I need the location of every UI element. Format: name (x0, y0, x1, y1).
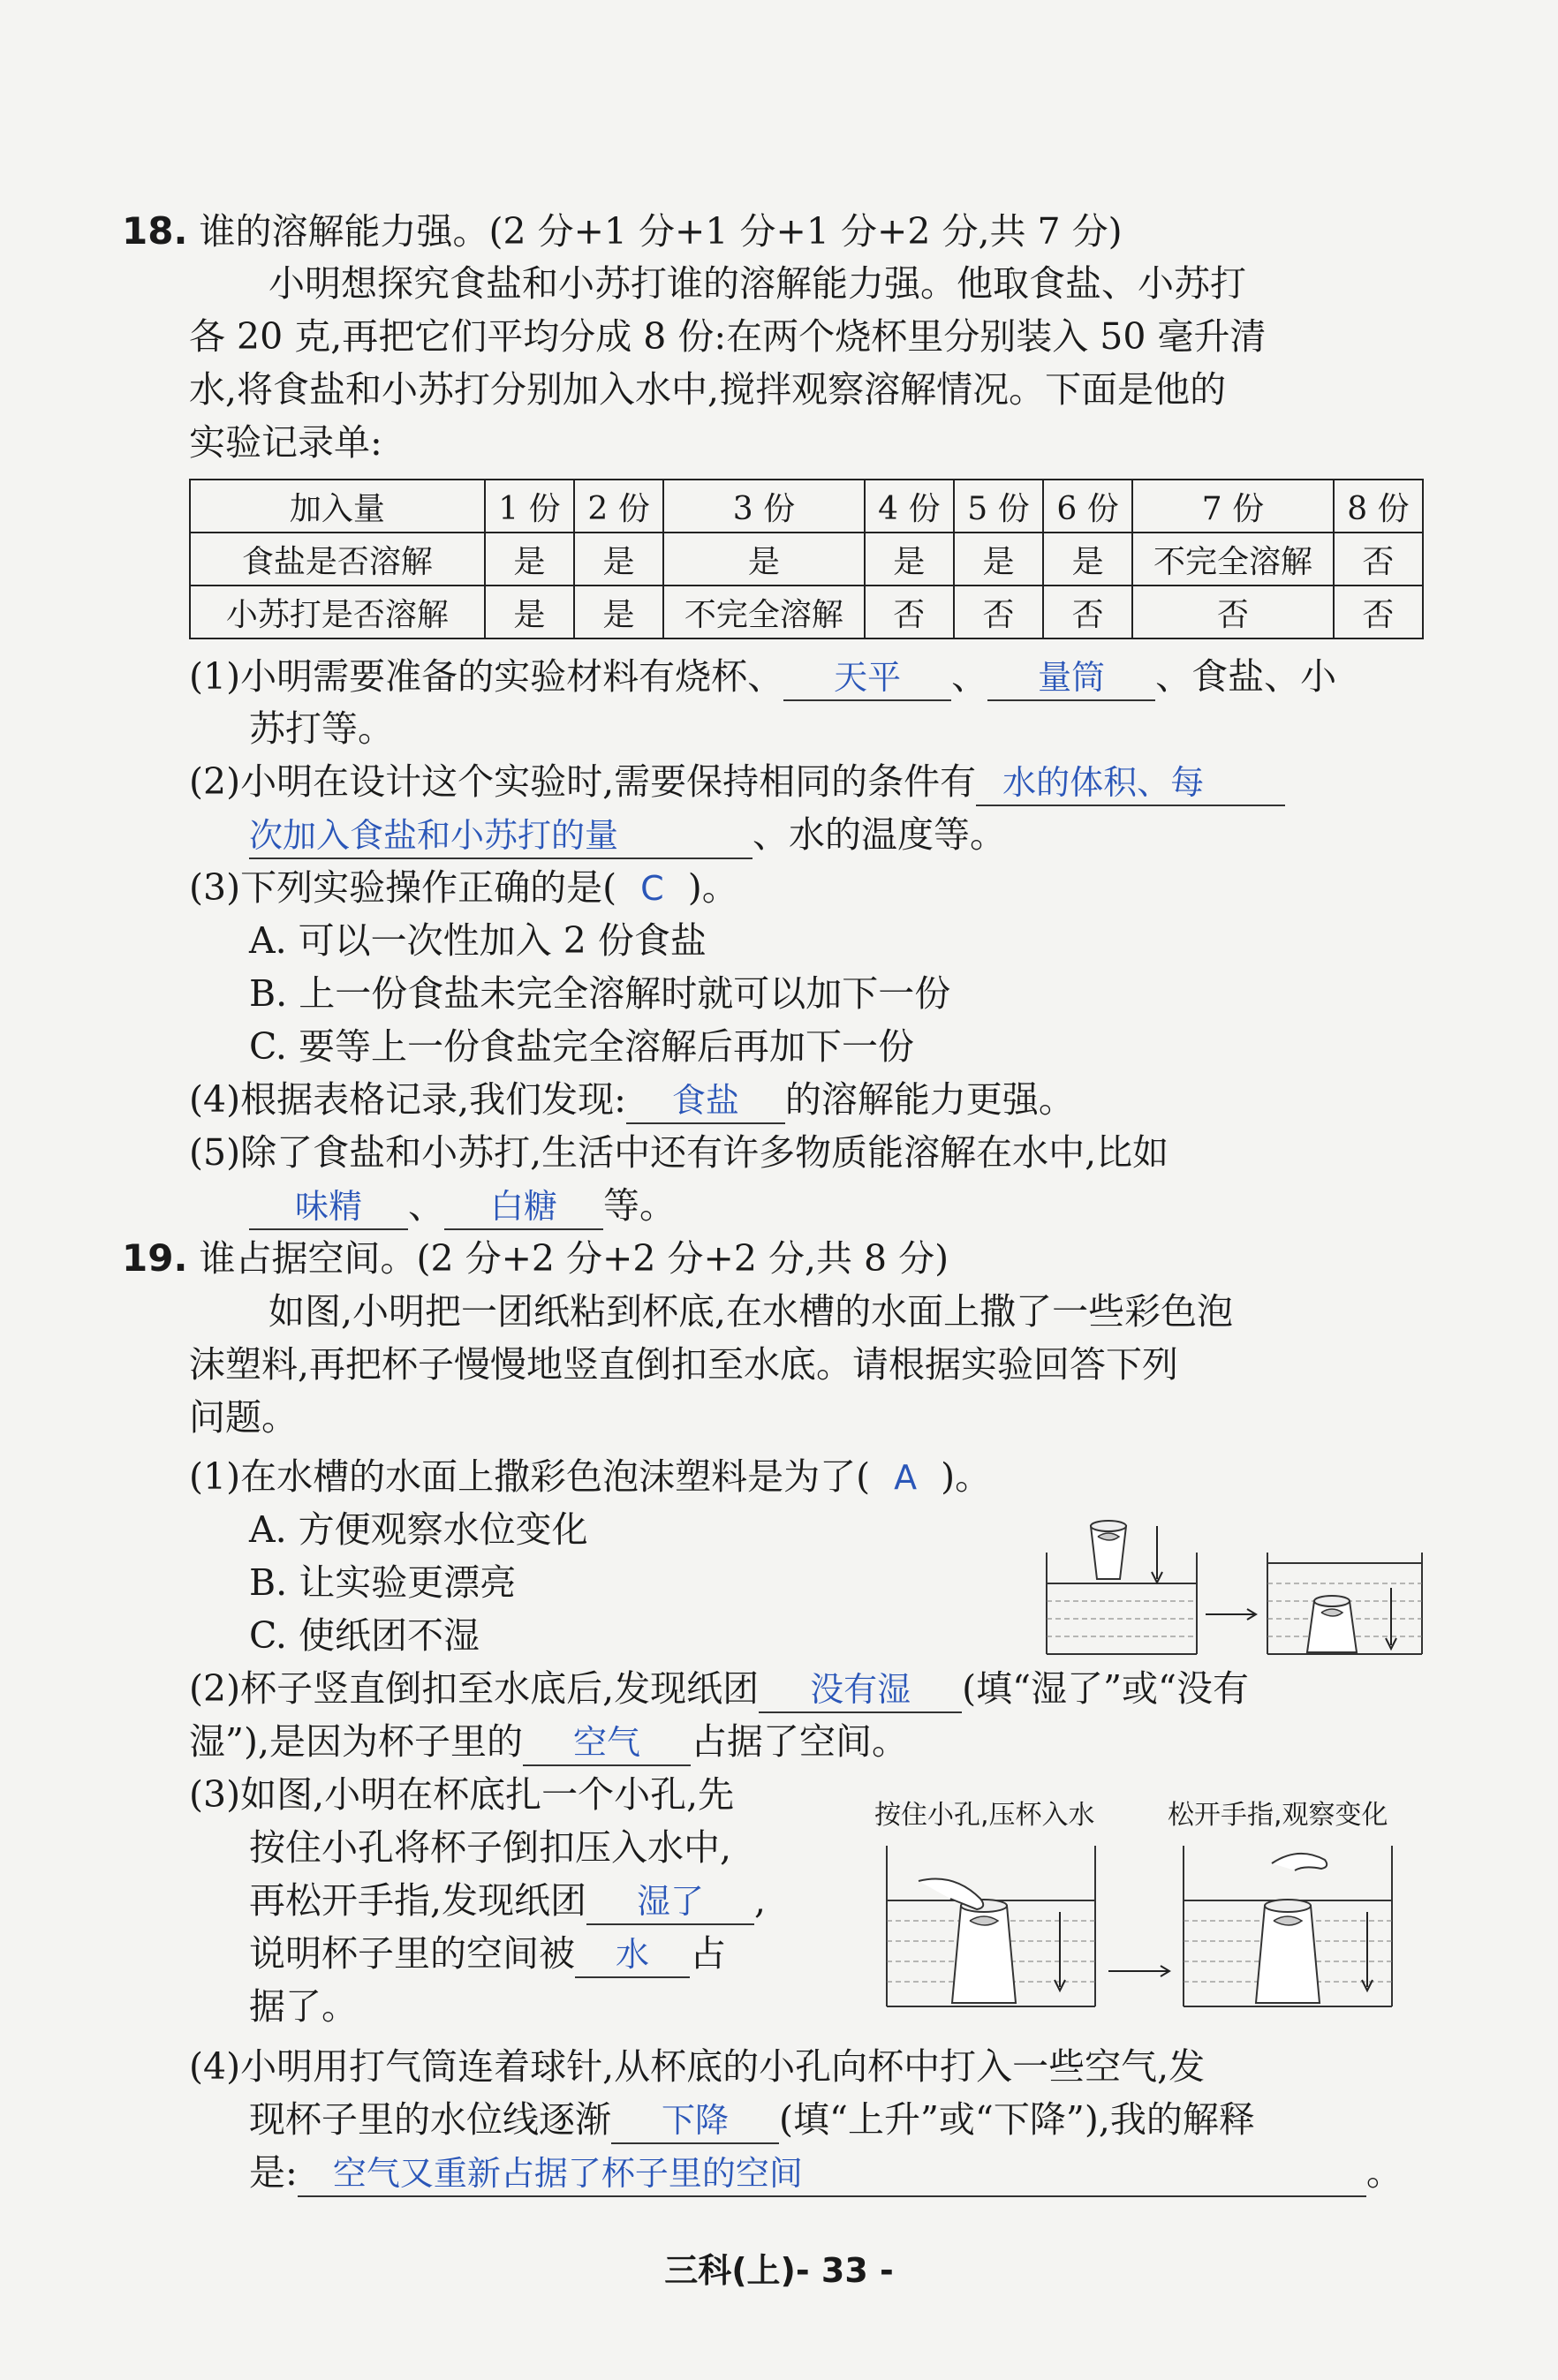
table-cell: 否 (865, 586, 954, 638)
q18-part5-line-1: (5)除了食盐和小苏打,生活中还有许多物质能溶解在水中,比如 (189, 1131, 1169, 1174)
q19-part3-line-5: 据了。 (249, 1985, 358, 2028)
q19-part3-line3-prefix: 再松开手指,发现纸团 (249, 1879, 587, 1922)
cup-hole-figure (883, 1837, 1413, 2014)
table-cell: 是 (485, 533, 574, 586)
q19-intro-line-3: 问题。 (189, 1396, 298, 1439)
q18-part2-answer-b[interactable]: 次加入食盐和小苏打的量 (249, 813, 753, 859)
q18-part1-prefix: (1)小明需要准备的实验材料有烧杯、 (189, 655, 784, 698)
q19-part3-line4-suffix: 占 (690, 1932, 726, 1975)
q18-part5-answer-1[interactable]: 味精 (249, 1184, 408, 1230)
q19-part4-line-2 (249, 2095, 1255, 2144)
table-cell: 1 份 (485, 480, 574, 533)
table-cell: 是 (865, 533, 954, 586)
q19-part4-line2-prefix: 现杯子里的水位线逐渐 (249, 2098, 611, 2141)
q18-intro-line-4: 实验记录单: (189, 421, 382, 464)
q18-part1-cont: 苏打等。 (249, 707, 394, 750)
q18-option-a: A. 可以一次性加入 2 份食盐 (249, 919, 707, 962)
q19-heading (122, 1234, 949, 1283)
q18-part3-answer[interactable]: C (640, 869, 664, 908)
q18-part2-answer-a[interactable]: 水的体积、每 (976, 760, 1285, 806)
q19-part4-answer-2[interactable]: 空气又重新占据了杯子里的空间 (298, 2151, 1366, 2197)
tank-before (1047, 1521, 1197, 1654)
q19-number: 19. (122, 1236, 188, 1280)
tank-after (1267, 1553, 1422, 1654)
q18-option-c: C. 要等上一份食盐完全溶解后再加下一份 (249, 1025, 914, 1068)
q19-part1-suffix: )。 (941, 1455, 992, 1498)
table-cell: 是 (954, 533, 1043, 586)
q18-part3-line (189, 863, 738, 913)
q19-intro-line-1: 如图,小明把一团纸粘到杯底,在水槽的水面上撒了一些彩色泡 (268, 1290, 1234, 1333)
q18-part1-suffix: 、食盐、小 (1155, 655, 1337, 698)
q19-part3-line3-suffix: , (754, 1879, 767, 1922)
q19-intro-line-2: 沫塑料,再把杯子慢慢地竖直倒扣至水底。请根据实验回答下列 (189, 1343, 1179, 1386)
q19-part4-line3-suffix: 。 (1365, 2151, 1403, 2194)
q18-intro-line-2: 各 20 克,再把它们平均分成 8 份:在两个烧杯里分别装入 50 毫升清 (189, 315, 1267, 358)
q18-part1-separator: 、 (951, 655, 988, 698)
table-cell: 不完全溶解 (663, 586, 865, 638)
q19-part1-answer[interactable]: A (894, 1458, 918, 1497)
table-cell: 2 份 (574, 480, 663, 533)
table-cell: 是 (1043, 533, 1132, 586)
q18-part1-answer-2[interactable]: 量筒 (987, 655, 1155, 701)
q19-part2-suffix: 占据了空间。 (691, 1720, 908, 1763)
q18-intro-line-3: 水,将食盐和小苏打分别加入水中,搅拌观察溶解情况。下面是他的 (189, 368, 1227, 411)
q18-part3-prefix: (3)下列实验操作正确的是( (189, 866, 617, 909)
arrow-icon (1206, 1609, 1256, 1620)
hand-icon (919, 1879, 983, 1910)
q18-part5-suffix: 等。 (603, 1184, 676, 1227)
q19-part1-line (189, 1452, 991, 1502)
table-cell: 不完全溶解 (1132, 533, 1334, 586)
q18-part4-prefix: (4)根据表格记录,我们发现: (189, 1078, 626, 1121)
q18-title: 谁的溶解能力强。(2 分+1 分+1 分+1 分+2 分,共 7 分) (199, 210, 1123, 253)
tank-press (887, 1846, 1095, 2006)
q18-part5-separator: 、 (408, 1184, 444, 1227)
q18-number: 18. (122, 209, 188, 253)
q19-part2-line-1 (189, 1664, 1249, 1713)
q19-part4-line3-prefix: 是: (249, 2151, 298, 2194)
q19-part2-mid: (填“湿了”或“没有 (962, 1667, 1249, 1710)
q19-part4-line-3 (249, 2148, 1403, 2197)
q18-part5-answer-2[interactable]: 白糖 (444, 1184, 603, 1230)
q19-option-a: A. 方便观察水位变化 (249, 1508, 588, 1551)
fig-label-release-finger: 松开手指,观察变化 (1168, 1800, 1388, 1831)
table-cell: 是 (663, 533, 865, 586)
q19-part3-line-1: (3)如图,小明在杯底扎一个小孔,先 (189, 1773, 735, 1816)
table-cell: 加入量 (190, 480, 485, 533)
q18-part2-line-2 (249, 810, 1006, 859)
q18-part2-suffix: 、水的温度等。 (753, 813, 1006, 856)
table-row-baking-soda (190, 586, 1423, 638)
table-cell: 否 (1132, 586, 1334, 638)
table-row-salt (190, 533, 1423, 586)
q19-part2-line2-prefix: 湿”),是因为杯子里的 (189, 1720, 523, 1763)
q19-part2-answer-1[interactable]: 没有湿 (759, 1667, 962, 1713)
q19-part4-line2-suffix: (填“上升”或“下降”),我的解释 (779, 2098, 1255, 2141)
q18-part1-answer-1[interactable]: 天平 (783, 655, 951, 701)
q18-part3-suffix: )。 (687, 866, 738, 909)
table-cell: 是 (485, 586, 574, 638)
table-cell: 否 (1334, 586, 1423, 638)
table-cell: 8 份 (1334, 480, 1423, 533)
q18-intro-line-1: 小明想探究食盐和小苏打谁的溶解能力强。他取食盐、小苏打 (268, 262, 1246, 305)
q19-part2-answer-2[interactable]: 空气 (523, 1720, 691, 1766)
q19-part3-answer-2[interactable]: 水 (575, 1932, 690, 1978)
q19-part4-answer-1[interactable]: 下降 (611, 2098, 779, 2144)
q19-part2-line-2 (189, 1717, 908, 1766)
experiment-record-table (189, 479, 1424, 639)
table-cell: 否 (954, 586, 1043, 638)
table-cell: 5 份 (954, 480, 1043, 533)
table-cell: 否 (1043, 586, 1132, 638)
q18-part2-prefix: (2)小明在设计这个实验时,需要保持相同的条件有 (189, 760, 977, 803)
table-cell: 小苏打是否溶解 (190, 586, 485, 638)
q18-part4-answer[interactable]: 食盐 (626, 1078, 785, 1124)
q19-part3-line4-prefix: 说明杯子里的空间被 (249, 1932, 575, 1975)
table-cell: 食盐是否溶解 (190, 533, 485, 586)
table-cell: 6 份 (1043, 480, 1132, 533)
hand-icon (1272, 1854, 1327, 1870)
q18-part2-line-1 (189, 757, 1285, 806)
table-cell: 是 (574, 586, 663, 638)
q19-title: 谁占据空间。(2 分+2 分+2 分+2 分,共 8 分) (199, 1237, 949, 1280)
q18-part4-suffix: 的溶解能力更强。 (784, 1078, 1075, 1121)
q19-option-c: C. 使纸团不湿 (249, 1614, 480, 1657)
q19-part1-prefix: (1)在水槽的水面上撒彩色泡沫塑料是为了( (189, 1455, 871, 1498)
page-footer: 三科(上)- 33 - (664, 2251, 894, 2290)
arrow-icon (1108, 1966, 1169, 1976)
table-cell: 3 份 (663, 480, 865, 533)
tank-release (1184, 1846, 1392, 2006)
q18-part1-line (189, 652, 1336, 701)
table-header-row (190, 480, 1423, 533)
q19-part3-answer-1[interactable]: 湿了 (586, 1879, 754, 1925)
q18-part4-line (189, 1075, 1075, 1124)
table-cell: 是 (574, 533, 663, 586)
q19-option-b: B. 让实验更漂亮 (249, 1561, 517, 1604)
q18-option-b: B. 上一份食盐未完全溶解时就可以加下一份 (249, 972, 951, 1015)
q19-part3-line-2: 按住小孔将杯子倒扣压入水中, (249, 1826, 732, 1869)
q19-part3-line-4 (249, 1929, 726, 1978)
table-cell: 4 份 (865, 480, 954, 533)
table-cell: 7 份 (1132, 480, 1334, 533)
q19-part3-line-3 (249, 1876, 766, 1925)
table-cell: 否 (1334, 533, 1423, 586)
cup-submerge-figure (1042, 1491, 1431, 1658)
q18-part5-line-2 (249, 1181, 676, 1230)
q19-part2-prefix: (2)杯子竖直倒扣至水底后,发现纸团 (189, 1667, 760, 1710)
q19-part4-line-1: (4)小明用打气筒连着球针,从杯底的小孔向杯中打入一些空气,发 (189, 2045, 1206, 2088)
q18-heading (122, 207, 1123, 256)
fig-label-press-hole: 按住小孔,压杯入水 (874, 1800, 1095, 1831)
